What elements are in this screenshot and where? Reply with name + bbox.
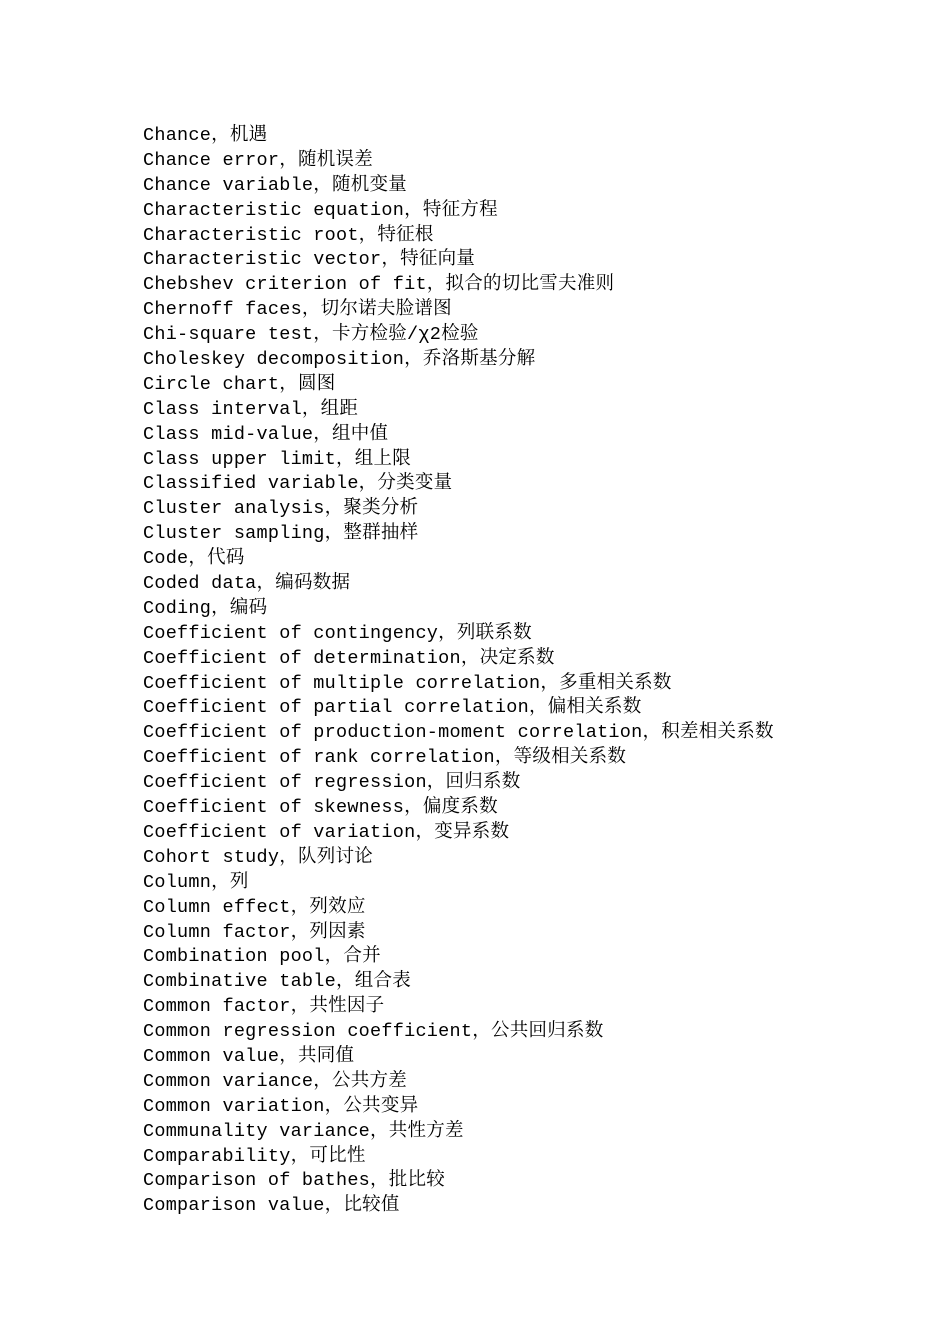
glossary-entry: Chi-square test，卡方检验/χ2检验 bbox=[143, 324, 479, 346]
glossary-entry: Cohort study，队列讨论 bbox=[143, 846, 373, 868]
glossary-entry: Coefficient of production-moment correlation，积差相关系数 bbox=[143, 722, 774, 744]
glossary-entry: Characteristic equation，特征方程 bbox=[143, 199, 498, 221]
glossary-entry: Class interval，组距 bbox=[143, 398, 359, 420]
glossary-entry: Coefficient of determination，决定系数 bbox=[143, 647, 555, 669]
glossary-entry: Comparability，可比性 bbox=[143, 1145, 366, 1167]
glossary-entry: Coding，编码 bbox=[143, 597, 268, 619]
glossary-entry: Common value，共同值 bbox=[143, 1045, 355, 1067]
glossary-entry: Combinative table，组合表 bbox=[143, 971, 411, 993]
glossary-entry: Comparison value，比较值 bbox=[143, 1195, 400, 1217]
glossary-entry: Class mid-value，组中值 bbox=[143, 423, 389, 445]
glossary-entry: Classified variable，分类变量 bbox=[143, 473, 453, 495]
glossary-entry: Cluster sampling，整群抽样 bbox=[143, 523, 419, 545]
glossary-entry: Chance error，随机误差 bbox=[143, 149, 373, 171]
glossary-entry: Coefficient of rank correlation，等级相关系数 bbox=[143, 747, 627, 769]
glossary-entry: Choleskey decomposition，乔洛斯基分解 bbox=[143, 349, 536, 371]
glossary-entry: Code，代码 bbox=[143, 548, 245, 570]
glossary-entry: Combination pool，合并 bbox=[143, 946, 381, 968]
glossary-entry: Chernoff faces，切尔诺夫脸谱图 bbox=[143, 299, 452, 321]
glossary-entry: Chebshev criterion of fit，拟合的切比雪夫准则 bbox=[143, 274, 615, 296]
glossary-entry: Column effect，列效应 bbox=[143, 896, 366, 918]
glossary-entry: Characteristic root，特征根 bbox=[143, 224, 434, 246]
glossary-entry: Column，列 bbox=[143, 871, 249, 893]
glossary-list bbox=[143, 124, 923, 1219]
glossary-entry: Common variance，公共方差 bbox=[143, 1070, 408, 1092]
glossary-entry: Comparison of bathes，批比较 bbox=[143, 1170, 446, 1192]
glossary-entry: Column factor，列因素 bbox=[143, 921, 366, 943]
glossary-entry: Common regression coefficient，公共回归系数 bbox=[143, 1021, 604, 1043]
glossary-entry: Communality variance，共性方差 bbox=[143, 1120, 464, 1142]
glossary-entry: Common factor，共性因子 bbox=[143, 996, 385, 1018]
glossary-entry: Coefficient of regression，回归系数 bbox=[143, 772, 521, 794]
glossary-entry: Coefficient of skewness，偏度系数 bbox=[143, 797, 498, 819]
glossary-entry: Cluster analysis，聚类分析 bbox=[143, 498, 419, 520]
glossary-entry: Common variation，公共变异 bbox=[143, 1095, 419, 1117]
glossary-entry: Coefficient of multiple correlation，多重相关系数 bbox=[143, 672, 672, 694]
glossary-entry: Coefficient of contingency，列联系数 bbox=[143, 622, 532, 644]
glossary-entry: Circle chart，圆图 bbox=[143, 373, 336, 395]
glossary-entry: Chance variable，随机变量 bbox=[143, 174, 408, 196]
glossary-entry: Coefficient of variation，变异系数 bbox=[143, 821, 510, 843]
glossary-entry: Chance，机遇 bbox=[143, 125, 268, 146]
glossary-entry: Class upper limit，组上限 bbox=[143, 448, 411, 470]
glossary-entry: Coefficient of partial correlation，偏相关系数 bbox=[143, 697, 642, 719]
glossary-entry: Characteristic vector，特征向量 bbox=[143, 249, 476, 271]
glossary-entry: Coded data，编码数据 bbox=[143, 573, 351, 595]
